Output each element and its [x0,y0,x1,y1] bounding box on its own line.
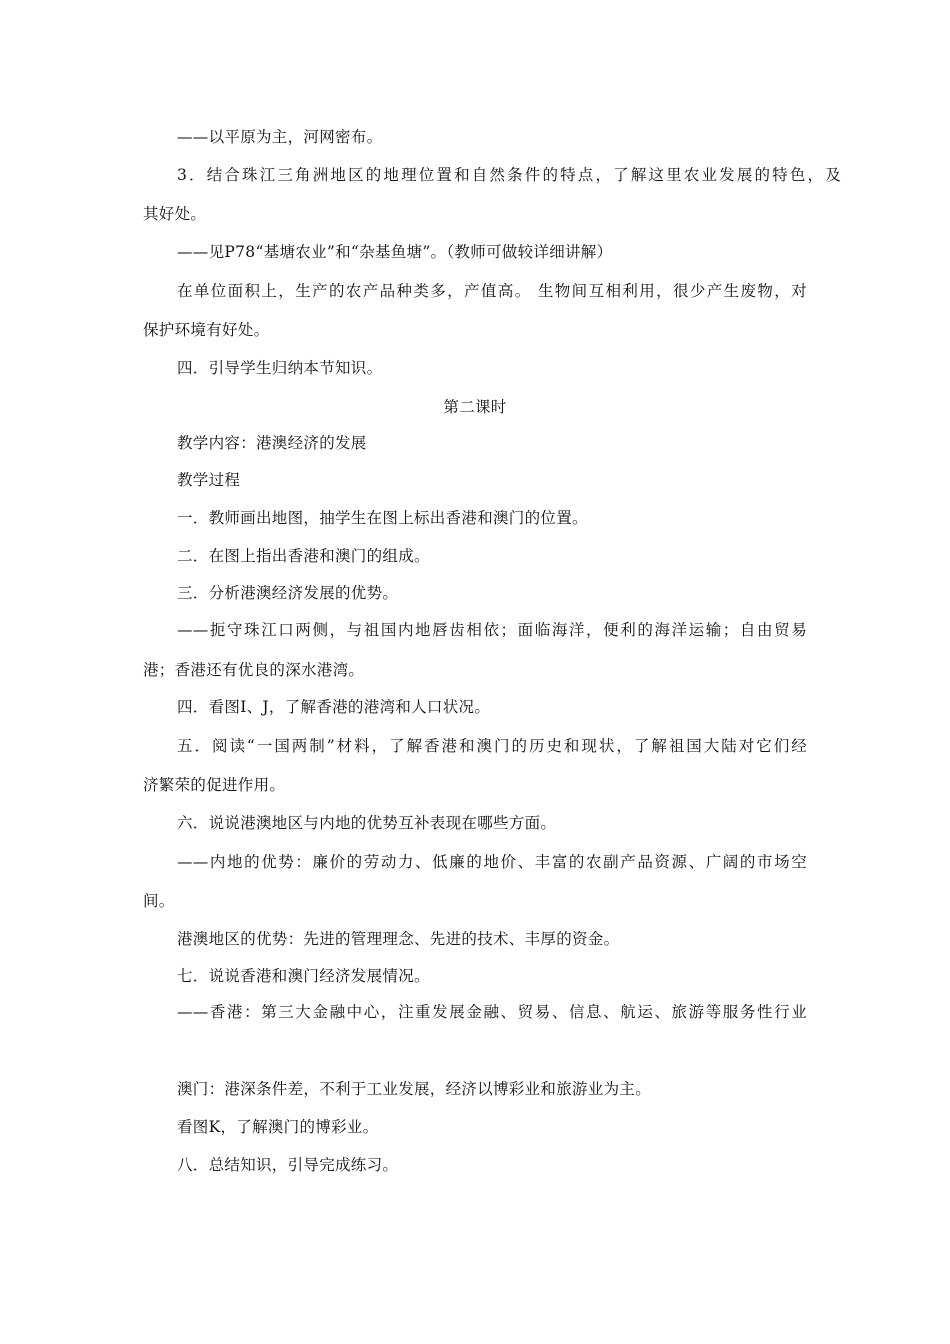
text-line: 一．教师画出地图，抽学生在图上标出香港和澳门的位置。 [177,509,588,527]
text-line: 二．在图上指出香港和澳门的组成。 [177,547,430,565]
text-line: 七．说说香港和澳门经济发展情况。 [177,967,430,985]
text-line: ——见P78“基塘农业”和“杂基鱼塘”。（教师可做较详细讲解） [177,243,613,261]
text-line: 澳门：港深条件差，不利于工业发展，经济以博彩业和旅游业为主。 [177,1080,652,1098]
text-line: ——香港：第三大金融中心，注重发展金融、贸易、信息、航运、旅游等服务性行业 [177,1003,807,1021]
text-line: ——内地的优势：廉价的劳动力、低廉的地价、丰富的农副产品资源、广阔的市场空 [177,853,807,871]
text-line: 其好处。 [143,205,207,223]
text-line: 济繁荣的促进作用。 [143,776,286,794]
text-line: 教学过程 [177,471,241,489]
text-line: 三．分析港澳经济发展的优势。 [177,584,399,602]
text-line: ——以平原为主，河网密布。 [177,128,383,146]
text-line: 保护环境有好处。 [143,321,270,339]
text-line: 六．说说港澳地区与内地的优势互补表现在哪些方面。 [177,814,557,832]
text-line: 五．阅读“一国两制”材料，了解香港和澳门的历史和现状，了解祖国大陆对它们经 [177,737,807,755]
text-line: 3．结合珠江三角洲地区的地理位置和自然条件的特点，了解这里农业发展的特色，及 [177,166,841,184]
text-line: 四．看图I、J，了解香港的港湾和人口状况。 [177,698,491,716]
text-line: 港；香港还有优良的深水港湾。 [143,661,365,679]
text-line: 间。 [143,892,175,910]
section-heading: 第二课时 [443,398,507,416]
text-line: ——扼守珠江口两侧，与祖国内地唇齿相依；面临海洋，便利的海洋运输；自由贸易 [177,621,807,639]
text-line: 港澳地区的优势：先进的管理理念、先进的技术、丰厚的资金。 [177,930,620,948]
text-line: 在单位面积上，生产的农产品种类多，产值高。 生物间互相利用，很少产生废物，对 [177,282,807,300]
text-line: 看图K，了解澳门的博彩业。 [177,1118,379,1136]
text-line: 八．总结知识，引导完成练习。 [177,1156,399,1174]
text-line: 四．引导学生归纳本节知识。 [177,359,383,377]
text-line: 教学内容：港澳经济的发展 [177,434,367,452]
